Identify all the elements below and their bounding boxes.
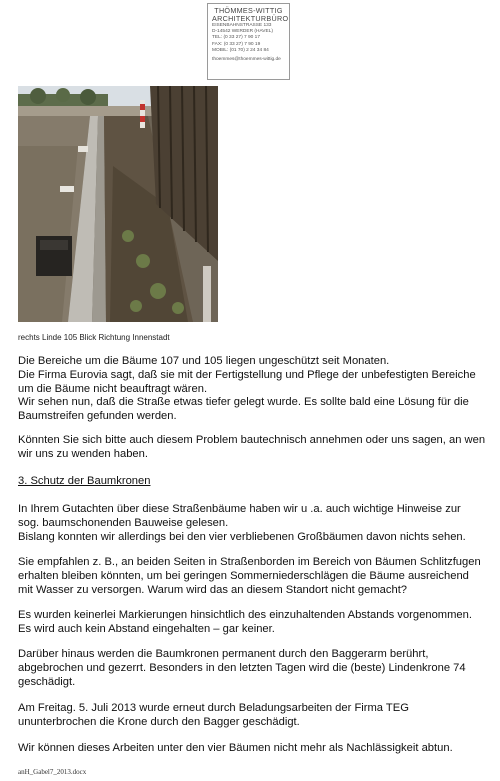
- paragraph-4: [18, 556, 488, 597]
- text-line: geschädigt.: [18, 675, 76, 688]
- text-line: Wir können dieses Arbeiten unter den vier Bäumen nicht mehr als Nachlässigkeit abtun.: [18, 742, 453, 754]
- text-line: sog. baumschonenden Bauweise gelesen.: [18, 516, 229, 529]
- site-photo: [18, 86, 218, 322]
- letterhead-email: thoemmes@thoemmes-wittig.de: [212, 57, 281, 63]
- letterhead-mobil: MOBIL: (01 70) 2 24 34 84: [212, 47, 269, 53]
- text-line: Es wird auch kein Abstand eingehalten – gar keiner.: [18, 622, 275, 635]
- letterhead-street: EISENBAHNSTRASSE 133: [212, 23, 272, 28]
- text-line: Wir sehen nun, daß die Straße etwas tiefer gelegt wurde. Es sollte bald eine Lösung für die: [18, 396, 469, 409]
- section-heading: [18, 475, 488, 489]
- paragraph-7: [18, 702, 488, 730]
- text-line: um die Bäume nicht beauftragt wären.: [18, 382, 208, 395]
- paragraph-1: [18, 355, 488, 424]
- letterhead-fax: FAX: (0 33 27) 7 90 19: [212, 41, 261, 47]
- text-line: Sie empfahlen z. B., an beiden Seiten in Straßenborden im Bereich von Bäumen Schlitzfugen: [18, 556, 481, 568]
- text-line: Darüber hinaus werden die Baumkronen permanent durch den Baggerarm berührt,: [18, 648, 429, 660]
- letterhead-tel: TEL: (0 33 27) 7 90 17: [212, 35, 260, 41]
- photo-caption: rechts Linde 105 Blick Richtung Innenstadt: [18, 333, 170, 342]
- text-line: wir uns zu wenden haben.: [18, 447, 148, 460]
- text-line: Die Bereiche um die Bäume 107 und 105 liegen ungeschützt seit Monaten.: [18, 355, 390, 367]
- letterhead: [207, 3, 290, 80]
- text-line: abgebrochen und gezerrt. Besonders in den letzten Tagen wird die (beste) Lindenkrone 74: [18, 661, 466, 674]
- text-line: ununterbrochen die Krone durch den Bagger geschädigt.: [18, 715, 300, 728]
- paragraph-3: [18, 503, 488, 544]
- paragraph-8: [18, 742, 488, 756]
- paragraph-5: [18, 609, 488, 637]
- text-line: mit Wasser zu versorgen. Warum wird das an diesem Standort nicht gemacht?: [18, 583, 408, 596]
- text-line: Am Freitag. 5. Juli 2013 wurde erneut durch Beladungsarbeiten der Firma TEG: [18, 702, 409, 714]
- paragraph-6: [18, 648, 488, 689]
- letterhead-name: THÖMMES-WITTIG: [214, 6, 283, 15]
- text-line: erhalten bleiben könnten, um bei geringen Sommerniederschlägen die Bäume ausreichend: [18, 569, 469, 582]
- text-line: Könnten Sie sich bitte auch diesem Problem bautechnisch annehmen oder uns sagen, an wen: [18, 434, 486, 446]
- text-line: Baumstreifen gefunden werden.: [18, 410, 177, 423]
- text-line: Die Firma Eurovia sagt, daß sie mit der Fertigstellung und Pflege der unbefestigten Bereiche: [18, 368, 476, 381]
- site-photo-illustration: [18, 86, 218, 322]
- section-heading-text: 3. Schutz der Baumkronen: [18, 475, 151, 487]
- footer-filename: anH_Gabel7_2013.docx: [18, 768, 87, 776]
- text-line: In Ihrem Gutachten über diese Straßenbäume haben wir u .a. auch wichtige Hinweise zur: [18, 503, 461, 515]
- paragraph-2: [18, 434, 488, 462]
- text-line: Bislang konnten wir allerdings bei den vier verbliebenen Großbäumen davon nichts sehen.: [18, 530, 466, 543]
- letterhead-office: ARCHITEKTURBÜRO: [212, 14, 289, 23]
- letterhead-city: D-14542 WERDER (HAVEL): [212, 29, 273, 35]
- text-line: Es wurden keinerlei Markierungen hinsichtlich des einzuhaltenden Abstands vorgenommen.: [18, 609, 472, 621]
